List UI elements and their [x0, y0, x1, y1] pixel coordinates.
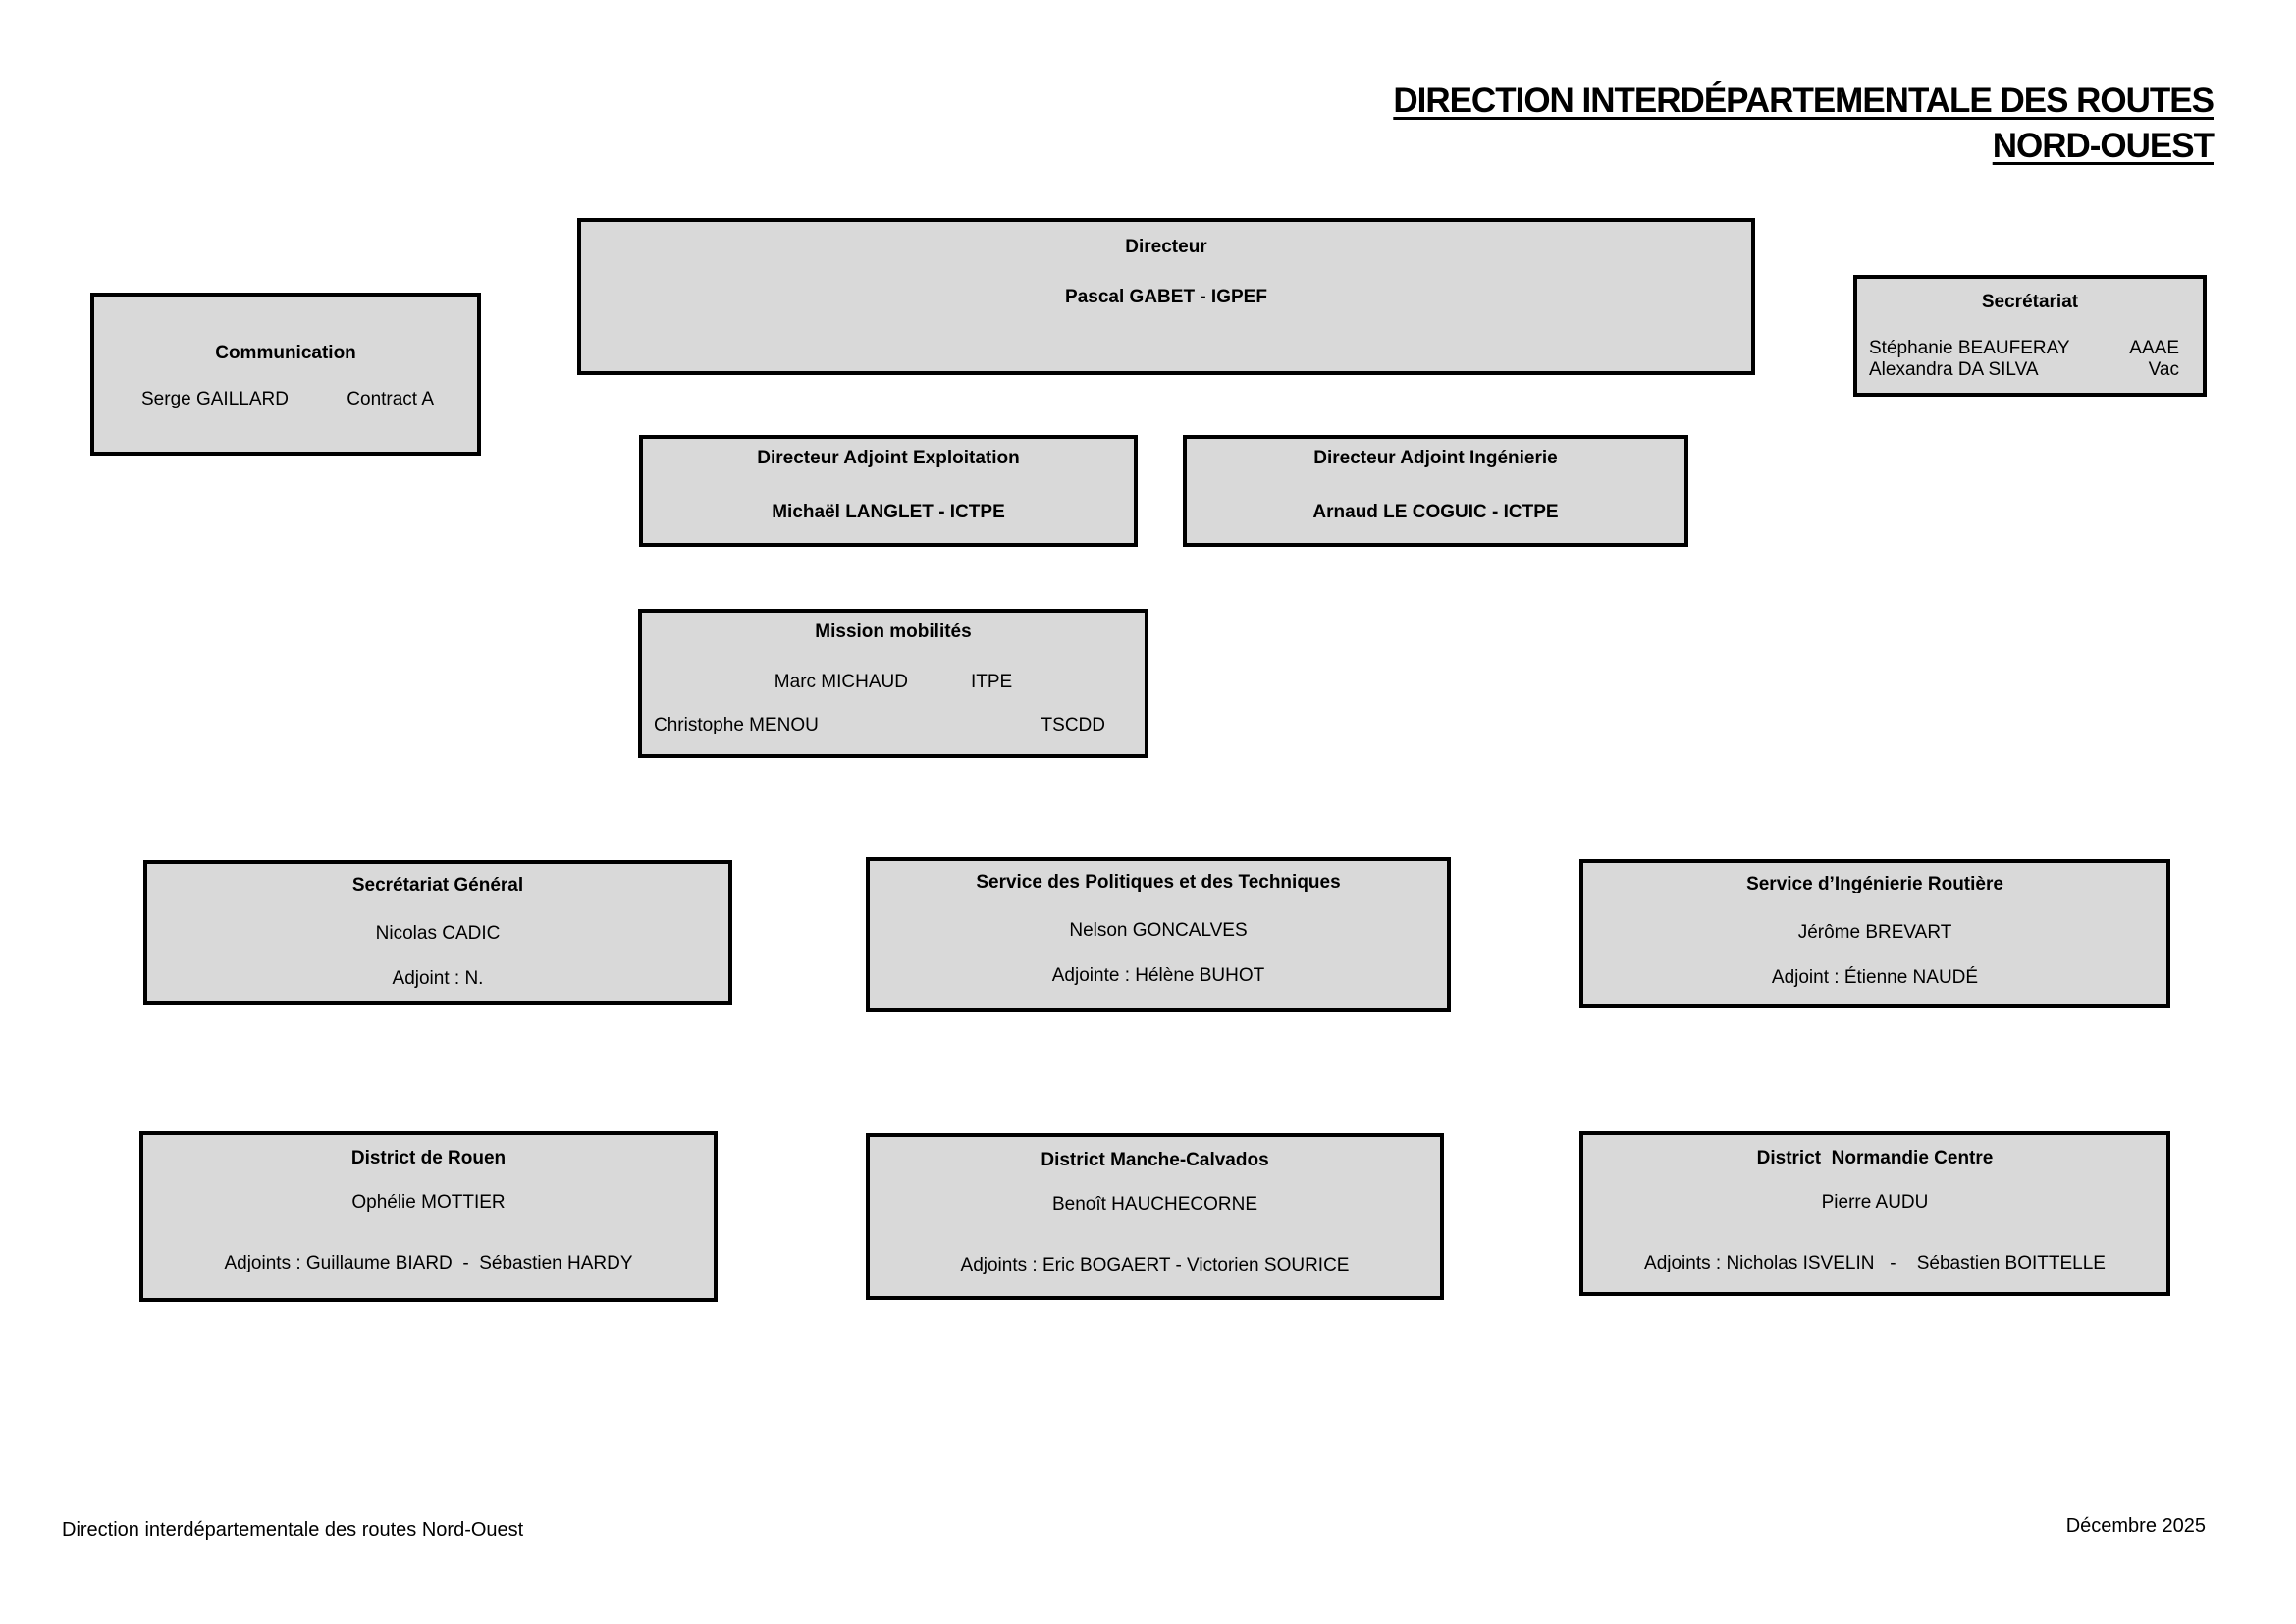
member-row — [94, 389, 477, 410]
adjoints-label: Adjoints : Eric BOGAERT - Victorien SOURICE — [960, 1255, 1350, 1275]
page-title — [1393, 79, 2214, 169]
member-row — [642, 715, 1145, 736]
person-name: Nicolas CADIC — [375, 923, 501, 944]
box-title: Communication — [215, 343, 356, 363]
box-title: Mission mobilités — [815, 622, 972, 642]
grade-label: Contract A — [347, 389, 434, 409]
person-name: Ophélie MOTTIER — [351, 1192, 506, 1213]
grade-label: Vac — [2148, 359, 2179, 380]
org-box-secretariat-general — [143, 860, 732, 1005]
org-box-district-normandie-centre — [1579, 1131, 2170, 1296]
adjoint-label: Adjoint : Étienne NAUDÉ — [1771, 967, 1979, 988]
org-box-secretariat — [1853, 275, 2207, 397]
adjoints-label: Adjoints : Nicholas ISVELIN - Sébastien BOITTELLE — [1644, 1253, 2106, 1273]
person-name: Stéphanie BEAUFERAY — [1869, 338, 2070, 358]
grade-label: AAAE — [2129, 338, 2179, 358]
box-title: Secrétariat Général — [351, 875, 524, 895]
footer-date: Décembre 2025 — [2065, 1515, 2206, 1537]
org-box-communication — [90, 293, 481, 456]
org-box-adjoint-ingenierie — [1183, 435, 1688, 547]
person-name: Benoît HAUCHECORNE — [1051, 1194, 1258, 1215]
member-row — [1857, 338, 2203, 359]
footer-organisation-name: Direction interdépartementale des routes Nord-Ouest — [62, 1519, 524, 1541]
box-title: District de Rouen — [350, 1148, 507, 1168]
org-box-service-politiques — [866, 857, 1451, 1012]
member-row — [1857, 359, 2203, 381]
box-title: Service d’Ingénierie Routière — [1746, 874, 2003, 894]
person-name: Marc MICHAUD — [774, 672, 908, 692]
box-title: Secrétariat — [1981, 292, 2079, 312]
box-title: District Manche-Calvados — [1041, 1150, 1269, 1170]
org-box-service-ingenierie — [1579, 859, 2170, 1008]
org-box-district-manche-calvados — [866, 1133, 1444, 1300]
page-title-line1: DIRECTION INTERDÉPARTEMENTALE DES ROUTES — [1393, 81, 2214, 120]
org-box-adjoint-exploitation — [639, 435, 1138, 547]
person-name: Jérôme BREVART — [1797, 922, 1952, 943]
person-name: Pierre AUDU — [1821, 1192, 1929, 1213]
person-name: Christophe MENOU — [654, 715, 819, 735]
grade-label: TSCDD — [1041, 715, 1105, 735]
box-title: District Normandie Centre — [1756, 1148, 1994, 1168]
org-box-directeur — [577, 218, 1755, 375]
person-name: Pascal GABET - IGPEF — [1065, 287, 1267, 307]
adjoints-label: Adjoints : Guillaume BIARD - Sébastien HARDY — [224, 1253, 633, 1273]
person-name: Michaël LANGLET - ICTPE — [772, 502, 1005, 522]
adjoint-label: Adjointe : Hélène BUHOT — [1051, 965, 1265, 986]
person-name: Arnaud LE COGUIC - ICTPE — [1312, 502, 1559, 522]
member-row — [642, 672, 1145, 693]
person-name: Nelson GONCALVES — [1069, 920, 1248, 941]
box-title: Directeur Adjoint Exploitation — [757, 448, 1020, 468]
grade-label: ITPE — [970, 672, 1013, 692]
box-title: Directeur — [1125, 237, 1207, 257]
org-box-mission-mobilites — [638, 609, 1148, 758]
box-title: Directeur Adjoint Ingénierie — [1313, 448, 1558, 468]
box-title: Service des Politiques et des Techniques — [976, 872, 1341, 893]
person-name: Alexandra DA SILVA — [1869, 359, 2039, 380]
page-title-line2: NORD-OUEST — [1992, 127, 2214, 165]
org-box-district-rouen — [139, 1131, 718, 1302]
adjoint-label: Adjoint : N. — [392, 968, 484, 989]
person-name: Serge GAILLARD — [141, 389, 289, 409]
